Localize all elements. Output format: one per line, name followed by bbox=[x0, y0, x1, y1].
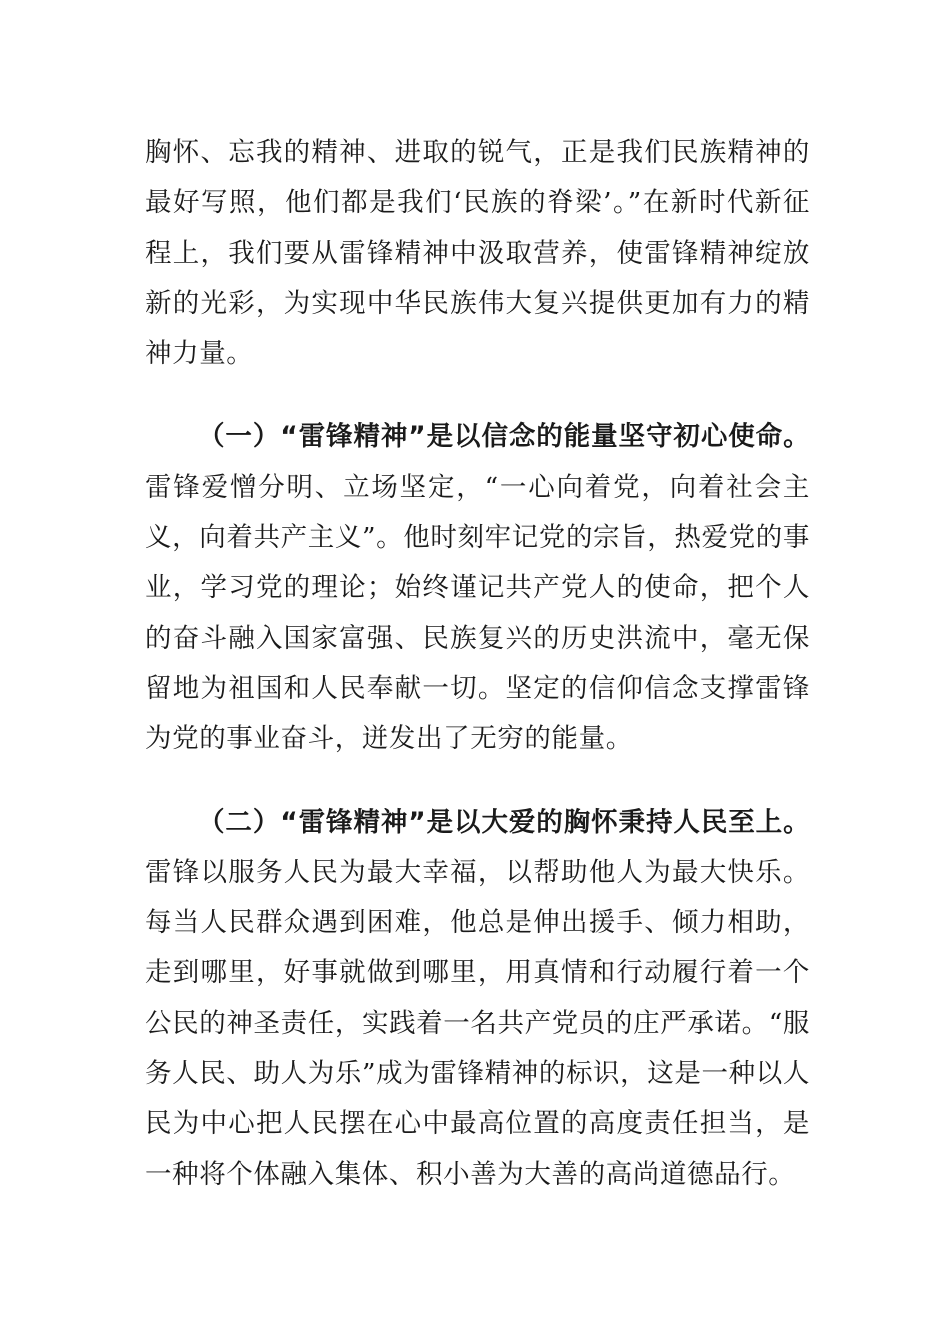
section-heading-2: （二）“雷锋精神”是以大爱的胸怀秉持人民至上。 bbox=[198, 806, 810, 838]
paragraph-section-2 bbox=[145, 798, 810, 1200]
paragraph-continuation bbox=[145, 128, 810, 379]
document-page bbox=[145, 128, 810, 1200]
paragraph-text: 雷锋爱憎分明、立场坚定，“一心向着党，向着社会主义，向着共产主义”。他时刻牢记党的宗旨，热爱党的事业，学习党的理论；始终谨记共产党人的使命，把个人的奋斗融入国家富强、民族复兴的历史洪流中，毫无保留地为祖国和人民奉献一切。坚定的信仰信念支撑雷锋为党的事业奋斗，迸发出了无穷的能量。 bbox=[145, 471, 810, 755]
section-heading-1: （一）“雷锋精神”是以信念的能量坚守初心使命。 bbox=[198, 421, 810, 453]
paragraph-text: 雷锋以服务人民为最大幸福，以帮助他人为最大快乐。每当人民群众遇到困难，他总是伸出援手、倾力相助，走到哪里，好事就做到哪里，用真情和行动履行着一个公民的神圣责任，实践着一名共产党员的庄严承诺。“服务人民、助人为乐”成为雷锋精神的标识，这是一种以人民为中心把人民摆在心中最高位置的高度责任担当，是一种将个体融入集体、积小善为大善的高尚道德品行。 bbox=[145, 856, 810, 1190]
paragraph-gap bbox=[145, 765, 810, 798]
paragraph-gap bbox=[145, 379, 810, 412]
paragraph-text: 胸怀、忘我的精神、进取的锐气，正是我们民族精神的最好写照，他们都是我们‘民族的脊梁’。”在新时代新征程上，我们要从雷锋精神中汲取营养，使雷锋精神绽放新的光彩，为实现中华民族伟大复兴提供更加有力的精神力量。 bbox=[145, 137, 810, 370]
paragraph-section-1 bbox=[145, 412, 810, 764]
